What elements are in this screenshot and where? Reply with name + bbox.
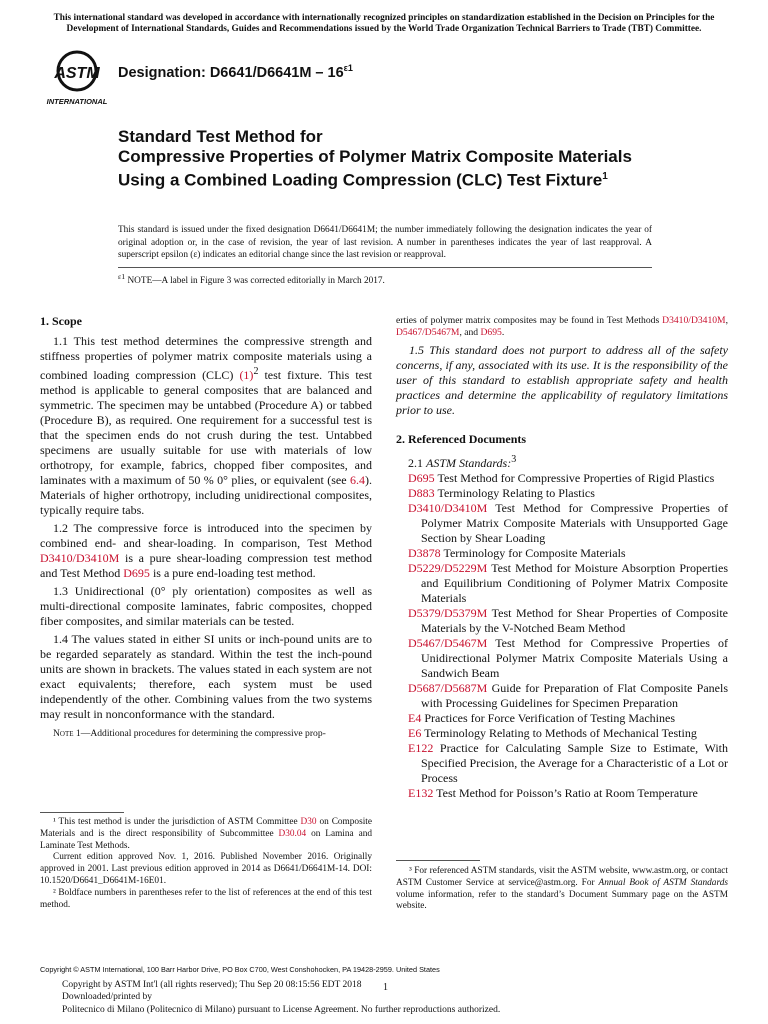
reference-title: Terminology Relating to Methods of Mechanical Testing	[421, 726, 697, 740]
reference-title: Practice for Calculating Sample Size to Estimate, With Specified Precision, the Average for a Characteristic of a Lot or Process	[421, 741, 728, 785]
scope-1-5: 1.5 This standard does not purport to address all of the safety concerns, if any, associated with its use. It is the responsibility of the user of this standard to establish appropriate safety and health practices and determine the applicability of regulatory limitations prior to use.	[396, 343, 728, 417]
reference-item	[408, 486, 728, 501]
title-footnote-mark: 1	[602, 171, 608, 182]
reference-code-link[interactable]: E4	[408, 711, 422, 725]
scope-1-3: 1.3 Unidirectional (0° ply orientation) composites as well as multi-directional composite laminates, fabric composites, chopped fiber composites, and similar materials can be tested.	[40, 584, 372, 628]
reference-code-link[interactable]: E6	[408, 726, 422, 740]
reference-item	[408, 546, 728, 561]
standard-link[interactable]: D695	[123, 566, 150, 580]
reference-code-link[interactable]: D3878	[408, 546, 441, 560]
reference-item	[408, 681, 728, 711]
reference-item	[408, 711, 728, 726]
svg-text:ASTM: ASTM	[54, 65, 100, 82]
reference-item	[408, 786, 728, 801]
title-prefix: Standard Test Method for	[118, 127, 323, 146]
reference-item	[408, 726, 728, 741]
reference-list	[396, 471, 728, 801]
divider	[118, 267, 652, 268]
subcommittee-link[interactable]: D30.04	[278, 828, 307, 839]
reference-code-link[interactable]: D883	[408, 486, 435, 500]
title-block	[118, 127, 678, 191]
reference-item	[408, 741, 728, 786]
reference-title: Practices for Force Verification of Testing Machines	[421, 711, 675, 725]
note-1: Note 1—Additional procedures for determining the compressive prop-	[53, 728, 326, 739]
top-notice: This international standard was developed in accordance with internationally recognized principles on standardization established in the Decision on Principles for the Development of International Standards, Guides and Recommendations issued by the World Trade Organization Technical Barriers to Trade (TBT) Committee.	[53, 13, 715, 34]
reference-title: Test Method for Moisture Absorption Properties and Equilibrium Conditioning of Polymer Matrix Composite Materials	[421, 561, 728, 605]
reference-code-link[interactable]: D695	[408, 471, 435, 485]
reference-title: Test Method for Compressive Properties of Polymer Matrix Composite Materials with Unsupported Gage Section by Shear Loading	[421, 501, 728, 545]
reference-title: Test Method for Shear Properties of Composite Materials by the V-Notched Beam Method	[421, 606, 728, 635]
page-title: Compressive Properties of Polymer Matrix Composite Materials Using a Combined Loading Compression (CLC) Test Fixture$^1$	[118, 147, 632, 190]
reference-code-link[interactable]: D5687/D5687M	[408, 681, 488, 695]
reference-title: Test Method for Poisson’s Ratio at Room Temperature	[433, 786, 698, 800]
note-1-continued: erties of polymer matrix composites may be found in Test Methods D3410/D3410M, D5467/D5467M, and D695.	[396, 315, 728, 338]
right-column	[396, 315, 728, 801]
astm-standards-label: 2.1 ASTM Standards:$^3$	[408, 454, 517, 470]
reference-title: Terminology Relating to Plastics	[434, 486, 595, 500]
footnotes-right: ³ For referenced ASTM standards, visit the ASTM website, www.astm.org, or contact ASTM Customer Service at service@astm.org. For Annual Book of ASTM Standards volume information, refer to the standard’s Document Summary page on the ASTM website.	[396, 866, 728, 912]
reference-title: Test Method for Compressive Properties of Rigid Plastics	[434, 471, 715, 485]
designation-text: Designation: D6641/D6641M – 16	[118, 64, 344, 81]
license-block: Copyright by ASTM Int'l (all rights reserved); Thu Sep 20 08:15:56 EDT 2018 Downloaded/printed by Politecnico di Milano (Politecnico di Milano) pursuant to License Agreement. No further reproductions authorized.	[62, 980, 501, 1015]
reference-item	[408, 606, 728, 636]
standard-link[interactable]: D3410/D3410M	[40, 551, 120, 565]
logo-caption: INTERNATIONAL	[46, 97, 108, 106]
footnote-divider-left	[40, 812, 124, 813]
scope-1-4: 1.4 The values stated in either SI units or inch-pound units are to be regarded separately as standard. Within the test the inch-pound units are shown in brackets. The values stated in each system are not exact equivalents; therefore, each system must be used independently of the other. Combining values from the two systems may result in nonconformance with the standard.	[40, 632, 372, 721]
reference-item	[408, 636, 728, 681]
reference-item	[408, 561, 728, 606]
reference-code-link[interactable]: D5229/D5229M	[408, 561, 488, 575]
reference-item	[408, 471, 728, 486]
reference-code-link[interactable]: D5467/D5467M	[408, 636, 488, 650]
reference-title: Test Method for Compressive Properties of Unidirectional Polymer Matrix Composite Materials Using a Sandwich Beam	[421, 636, 728, 680]
designation-sup: ε1	[343, 63, 353, 73]
standard-link[interactable]: D5467/D5467M	[396, 327, 460, 338]
page-number: 1	[383, 982, 388, 993]
astm-logo	[44, 47, 110, 107]
designation	[118, 63, 353, 81]
reference-item	[408, 501, 728, 546]
scope-heading: 1. Scope	[40, 314, 82, 328]
reference-title: Guide for Preparation of Flat Composite Panels with Processing Guidelines for Specimen Preparation	[421, 681, 728, 710]
epsilon-note: $^{\varepsilon 1}$ NOTE—A label in Figure 3 was corrected editorially in March 2017.	[118, 272, 385, 287]
committee-link[interactable]: D30	[300, 817, 317, 827]
refdocs-heading: 2. Referenced Documents	[396, 432, 527, 446]
footnote-divider-right	[396, 860, 480, 861]
reference-code-link[interactable]: D3410/D3410M	[408, 501, 488, 515]
reference-title: Terminology for Composite Materials	[440, 546, 626, 560]
standard-link[interactable]: D695	[480, 327, 502, 338]
scope-section	[40, 314, 372, 740]
standard-link[interactable]: D3410/D3410M	[662, 315, 726, 326]
issue-note: This standard is issued under the fixed designation D6641/D6641M; the number immediately following the designation indicates the year of original adoption or, in the case of revision, the year of last revision. A number in parentheses indicates the year of last reapproval. A superscript epsilon (ε) indicates an editorial change since the last revision or reapproval.	[118, 225, 652, 261]
scope-1-2: 1.2 The compressive force is introduced into the specimen by combined end- and shear-loading. In comparison, Test Method D3410/D3410M is a pure shear-loading compression test method and Test Method D695 is a pure end-loading test method.	[40, 521, 372, 580]
scope-1-1: 1.1 This test method determines the compressive strength and stiffness properties of polymer matrix composite materials using a combined loading compression (CLC) $(1)^2$ test fixture. This test method is applicable to general composites that are balanced and symmetric. The specimen may be untabbed (Procedure A) or tabbed (Procedure B), as required. One requirement for a successful test is that the specimen ends do not crush during the test. Untabbed specimens are usually suitable for use with materials of low orthotropy, for example, fabrics, chopped fiber composites, and laminates with a maximum of 50 % 0° plies, or equivalent (see 6.4). Materials of higher orthotropy, including unidirectional composites, typically require tabs.	[40, 334, 372, 517]
copyright-line: Copyright © ASTM International, 100 Barr Harbor Drive, PO Box C700, West Conshohocken, PA 19428-2959. United States	[40, 965, 440, 974]
reference-code-link[interactable]: E132	[408, 786, 434, 800]
ref-link[interactable]: (1)	[239, 368, 254, 382]
reference-code-link[interactable]: E122	[408, 741, 434, 755]
section-link[interactable]: 6.4	[350, 473, 365, 487]
footnotes-left: ¹ This test method is under the jurisdiction of ASTM Committee D30 on Composite Materials and is the direct responsibility of Subcommittee D30.04 on Lamina and Laminate Test Methods. Current edition approved Nov. 1, 2016. Published November 2016. Originally approved in 2001. Last previous edition approved in 2014 as D6641/D6641M-14. DOI: 10.1520/D6641_D6641M-16E01. ² Boldface numbers in parentheses refer to the list of references at the end of this test method.	[40, 817, 372, 910]
reference-code-link[interactable]: D5379/D5379M	[408, 606, 488, 620]
